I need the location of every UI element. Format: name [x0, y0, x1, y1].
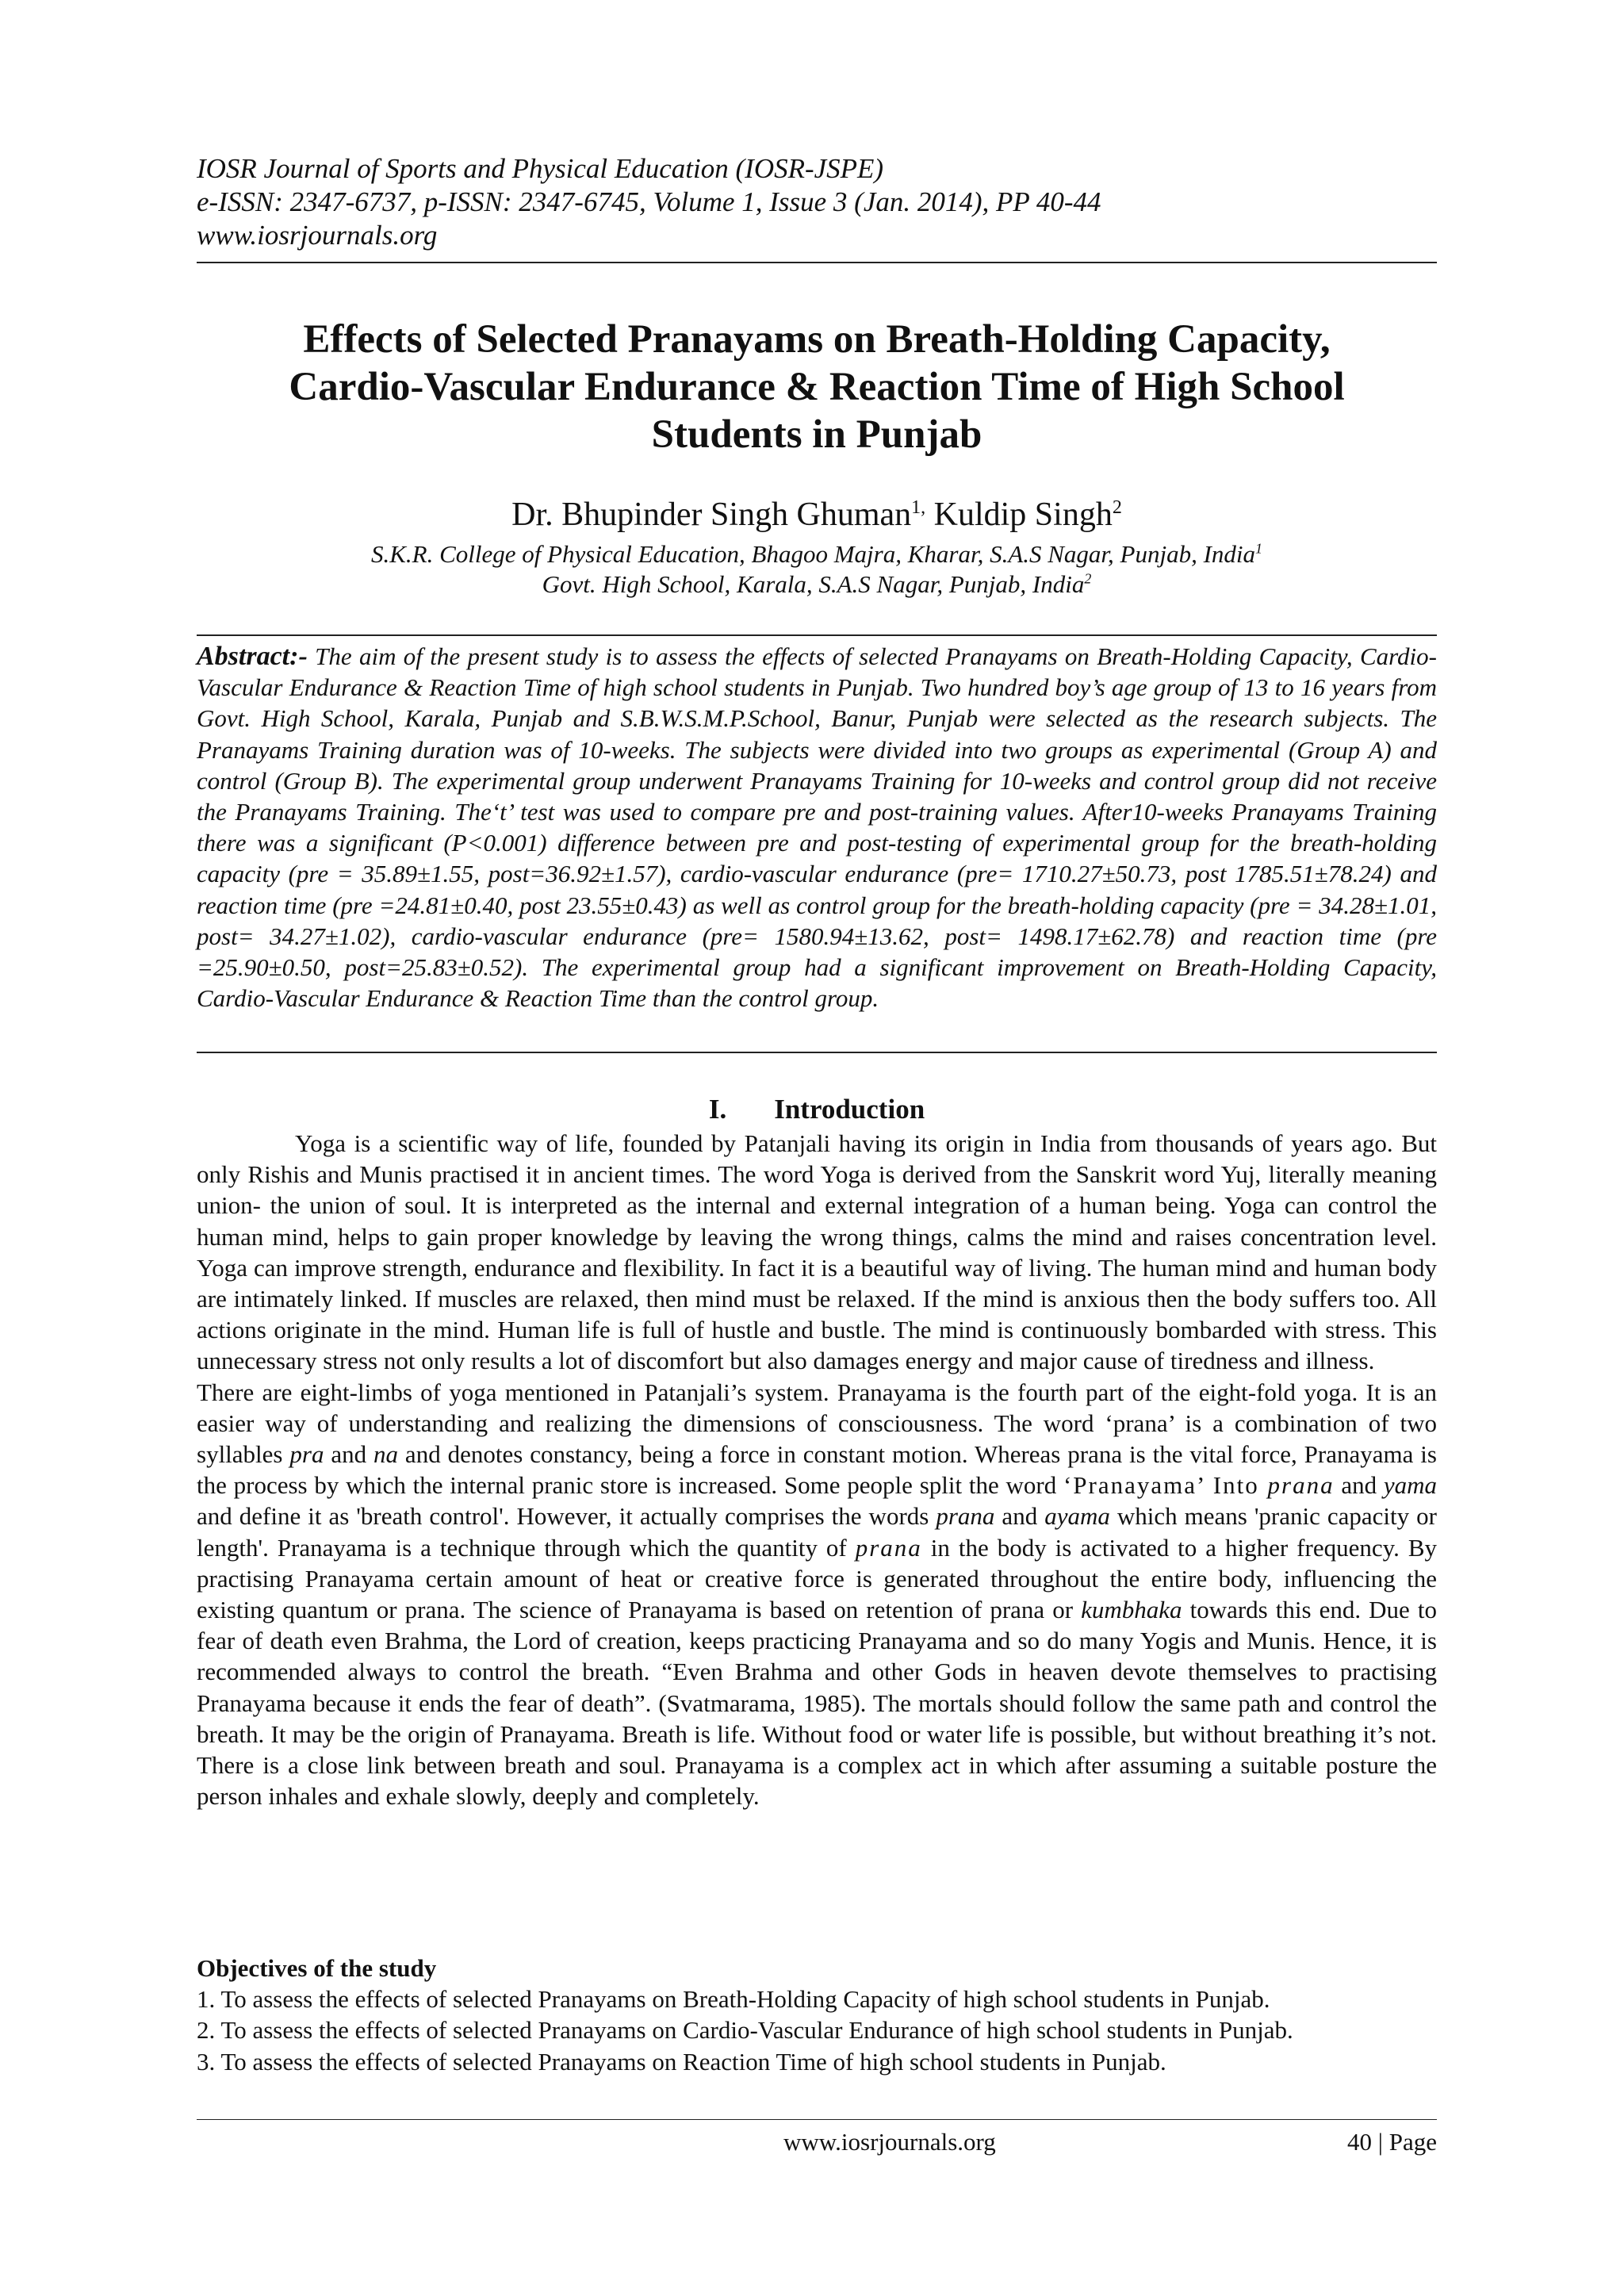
- author-2: Kuldip Singh: [925, 496, 1113, 533]
- section-heading-introduction: [197, 1093, 1437, 1126]
- affiliation-2: Govt. High School, Karala, S.A.S Nagar, Punjab, India: [542, 570, 1085, 598]
- term-pra: pra: [289, 1440, 324, 1469]
- text-run: and: [324, 1440, 374, 1469]
- journal-website: www.iosrjournals.org: [197, 220, 438, 251]
- footer-website: www.iosrjournals.org: [783, 2128, 996, 2156]
- section-title: Introduction: [774, 1094, 925, 1125]
- author-1: Dr. Bhupinder Singh Ghuman: [511, 496, 912, 533]
- objectives-section: [197, 1953, 1437, 2077]
- term-prana: prana: [936, 1502, 995, 1531]
- affiliation-1: S.K.R. College of Physical Education, Bhagoo Majra, Kharar, S.A.S Nagar, Punjab, India: [370, 540, 1256, 568]
- section-number: I.: [708, 1094, 727, 1125]
- text-run: in the body is activated to a higher frequency. By practising Pranayama certain amount of heat or creative force is generated throughout the entire body, influencing the existing quantum or prana. The science of Pranayama is based on retention of prana or: [197, 1533, 1437, 1624]
- title-line-1: Effects of Selected Pranayams on Breath-Holding Capacity,: [303, 317, 1331, 362]
- term-ayama: ayama: [1044, 1502, 1110, 1531]
- term-prana: prana: [855, 1533, 922, 1562]
- abstract-text: The aim of the present study is to assess the effects of selected Pranayams on Breath-Holding Capacity, Cardio-Vascular Endurance & Reaction Time of high school students in Punjab. Two hundred boy’s age group of 13 to 16 years from Govt. High School, Karala, Punjab and S.B.W.S.M.P.School, Banur, Punjab were selected as the research subjects. The Pranayams Training duration was of 10-weeks. The subjects were divided into two groups as experimental (Group A) and control (Group B). The experimental group underwent Pranayams Training for 10-weeks and control group did not receive the Pranayams Training. The‘t’ test was used to compare pre and post-training values. After10-weeks Pranayams Training there was a significant (P<0.001) difference between pre and post-testing of experimental group for the breath-holding capacity (pre = 35.89±1.55, post=36.92±1.57), cardio-vascular endurance (pre= 1710.27±50.73, post 1785.51±78.24) and reaction time (pre =24.81±0.40, post 23.55±0.43) as well as control group for the breath-holding capacity (pre = 34.28±1.01, post= 34.27±1.02), cardio-vascular endurance (pre= 1580.94±13.62, post= 1498.17±62.78) and reaction time (pre =25.90±0.50, post=25.83±0.52). The experimental group had a significant improvement on Breath-Holding Capacity, Cardio-Vascular Endurance & Reaction Time than the control group.: [197, 642, 1437, 1013]
- header-rule: [197, 262, 1437, 263]
- affiliation-1-sup: 1: [1255, 540, 1263, 557]
- author-list: [197, 495, 1437, 535]
- journal-header: [197, 152, 1437, 252]
- text-run: There are eight-limbs of yoga mentioned in Patanjali’s system. Pranayama is the fourth part of the eight-fold yoga. It is an easier way of understanding and realizing the dimensions of consciousness. The word ‘prana’ is a combination of two syllables: [197, 1378, 1437, 1469]
- journal-issn: e-ISSN: 2347-6737, p-ISSN: 2347-6745, Volume 1, Issue 3 (Jan. 2014), PP 40-44: [197, 186, 1101, 217]
- title-line-3: Students in Punjab: [651, 412, 982, 457]
- intro-paragraph-1: Yoga is a scientific way of life, founded by Patanjali having its origin in India from thousands of years ago. But only Rishis and Munis practised it in ancient times. The word Yoga is derived from the Sanskrit word Yuj, literally meaning union- the union of soul. It is interpreted as the internal and external integration of a human being. Yoga can control the human mind, helps to gain proper knowledge by leaving the wrong things, calms the mind and raises concentration level. Yoga can improve strength, endurance and flexibility. In fact it is a beautiful way of living. The human mind and human body are intimately linked. If muscles are relaxed, then mind must be relaxed. If the mind is anxious then the body suffers too. All actions originate in the mind. Human life is full of hustle and bustle. The mind is continuously bombarded with stress. This unnecessary stress not only results a lot of discomfort but also damages energy and major cause of tiredness and illness.: [197, 1129, 1437, 1375]
- paper-title: [197, 316, 1437, 458]
- objective-item: 1. To assess the effects of selected Pranayams on Breath-Holding Capacity of high school students in Punjab.: [197, 1985, 1270, 2014]
- abstract-bottom-rule: [197, 1052, 1437, 1053]
- author-2-sup: 2: [1112, 497, 1122, 518]
- abstract-top-rule: [197, 634, 1437, 636]
- objectives-heading: Objectives of the study: [197, 1954, 437, 1982]
- term-yama: yama: [1383, 1471, 1438, 1500]
- page-number: 40 | Page: [1347, 2128, 1437, 2156]
- text-run: and: [1334, 1471, 1384, 1500]
- affiliations: [197, 539, 1437, 600]
- abstract: [197, 641, 1437, 1014]
- term-kumbhaka: kumbhaka: [1081, 1596, 1182, 1624]
- intro-paragraph-2: [197, 1377, 1437, 1812]
- introduction-body: [197, 1128, 1437, 1811]
- author-1-sup: 1,: [911, 497, 926, 518]
- text-run: towards this end. Due to fear of death even Brahma, the Lord of creation, keeps practicing Pranayama and so do many Yogis and Munis. Hence, it is recommended always to control the breath. “Even Brahma and other Gods in heaven devote themselves to practising Pranayama because it ends the fear of death”. (Svatmarama, 1985). The mortals should follow the same path and control the breath. It may be the origin of Pranayama. Breath is life. Without food or water life is possible, but without breathing it’s not. There is a close link between breath and soul. Pranayama is a complex act in which after assuming a suitable posture the person inhales and exhale slowly, deeply and completely.: [197, 1596, 1437, 1811]
- journal-name: IOSR Journal of Sports and Physical Education (IOSR-JSPE): [197, 153, 884, 184]
- footer-rule: [197, 2119, 1437, 2120]
- text-run: which means 'pranic capacity or length'. Pranayama is a technique through which the quantity of: [197, 1502, 1437, 1562]
- term-prana: prana: [1267, 1471, 1335, 1500]
- term-na: na: [373, 1440, 399, 1469]
- title-line-2: Cardio-Vascular Endurance & Reaction Time of High School: [289, 365, 1345, 409]
- text-run: and define it as 'breath control'. However, it actually comprises the words: [197, 1502, 936, 1531]
- text-run: and denotes constancy, being a force in constant motion. Whereas prana is the vital force, Pranayama is the process by which the internal pranic store is increased. Some people split the word: [197, 1440, 1437, 1500]
- text-run: and: [994, 1502, 1045, 1531]
- objective-item: 3. To assess the effects of selected Pranayams on Reaction Time of high school students in Punjab.: [197, 2047, 1166, 2076]
- objective-item: 2. To assess the effects of selected Pranayams on Cardio-Vascular Endurance of high school students in Punjab.: [197, 2016, 1293, 2045]
- abstract-label: Abstract:-: [197, 642, 308, 671]
- affiliation-2-sup: 2: [1084, 570, 1092, 587]
- text-run: Into: [1205, 1471, 1268, 1500]
- term-pranayama: ‘Pranayama’: [1063, 1471, 1205, 1500]
